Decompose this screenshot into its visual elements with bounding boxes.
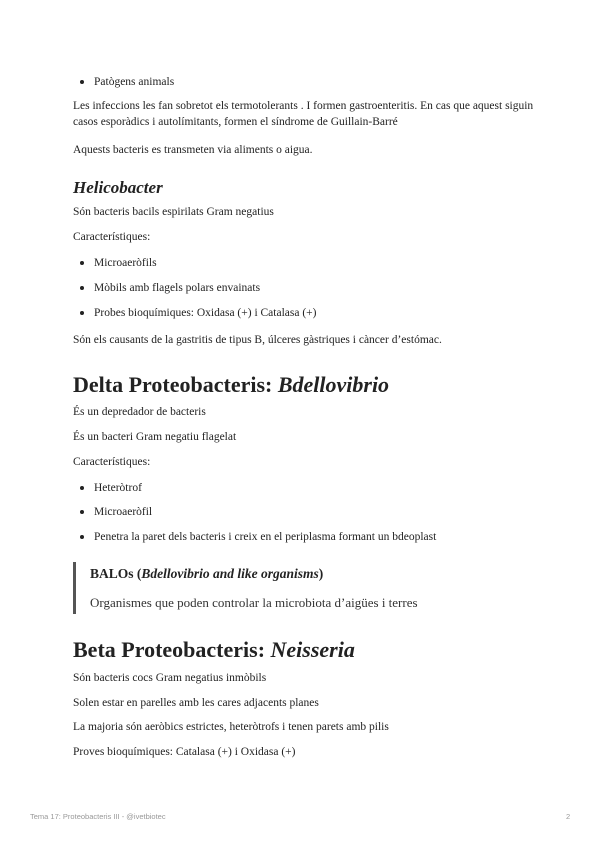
footer-text: Tema 17: Proteobacteris III - @ivetbiotec (30, 812, 166, 821)
blockquote-bar (73, 562, 76, 614)
heading-text: Beta Proteobacteris: (73, 637, 271, 662)
paragraph: Solen estar en parelles amb les cares adjacents planes (73, 697, 319, 709)
list-item-text: Microaeròfil (94, 506, 153, 518)
heading-genus: Bdellovibrio (277, 372, 390, 397)
section-heading-delta (73, 372, 389, 398)
paragraph: Són bacteris cocs Gram negatius inmòbils (73, 672, 267, 684)
bullet-dot (80, 261, 84, 265)
paragraph: És un bacteri Gram negatiu flagelat (73, 431, 237, 443)
list-item-text: Microaeròfils (94, 257, 157, 269)
page-number: 2 (566, 812, 571, 821)
paragraph: Són els causants de la gastritis de tipus B, úlceres gàstriques i càncer d’estómac. (73, 334, 442, 346)
paragraph: Són bacteris bacils espirilats Gram negatius (73, 206, 274, 218)
list-item-text: Probes bioquímiques: Oxidasa (+) i Catalasa (+) (94, 307, 317, 319)
heading-text: Delta Proteobacteris: (73, 372, 278, 397)
quote-title-suffix: ) (318, 566, 324, 581)
bullet-dot (80, 535, 84, 539)
section-heading-helicobacter: Helicobacter (73, 178, 163, 197)
bullet-dot (80, 510, 84, 514)
list-item-text: Mòbils amb flagels polars envainats (94, 282, 261, 294)
section-heading-beta (73, 637, 355, 663)
paragraph: Característiques: (73, 231, 151, 243)
paragraph: Les infeccions les fan sobretot els termotolerants . I formen gastroenteritis. En cas que aquest siguin casos esporàdics i autolímitants, formen el síndrome de Guillain-Barré (73, 100, 534, 128)
paragraph: Proves bioquímiques: Catalasa (+) i Oxidasa (+) (73, 746, 296, 758)
quote-title-italic: Bdellovibrio and like organisms (141, 566, 319, 581)
list-item-text: Patògens animals (94, 76, 175, 88)
heading-genus: Neisseria (270, 637, 355, 662)
bullet-dot (80, 80, 84, 84)
blockquote-title (90, 566, 323, 582)
bullet-dot (80, 286, 84, 290)
quote-title-prefix: BALOs ( (90, 566, 142, 581)
bullet-dot (80, 311, 84, 315)
list-item-text: Penetra la paret dels bacteris i creix en el periplasma formant un bdeoplast (94, 531, 437, 543)
paragraph: Aquests bacteris es transmeten via aliments o aigua. (73, 144, 313, 156)
bullet-dot (80, 486, 84, 490)
paragraph: És un depredador de bacteris (73, 406, 206, 418)
list-item-text: Heteròtrof (94, 482, 142, 494)
blockquote-text: Organismes que poden controlar la microbiota d’aigües i terres (90, 595, 418, 610)
paragraph: La majoria són aeròbics estrictes, heteròtrofs i tenen parets amb pilis (73, 721, 389, 733)
paragraph: Característiques: (73, 456, 151, 468)
